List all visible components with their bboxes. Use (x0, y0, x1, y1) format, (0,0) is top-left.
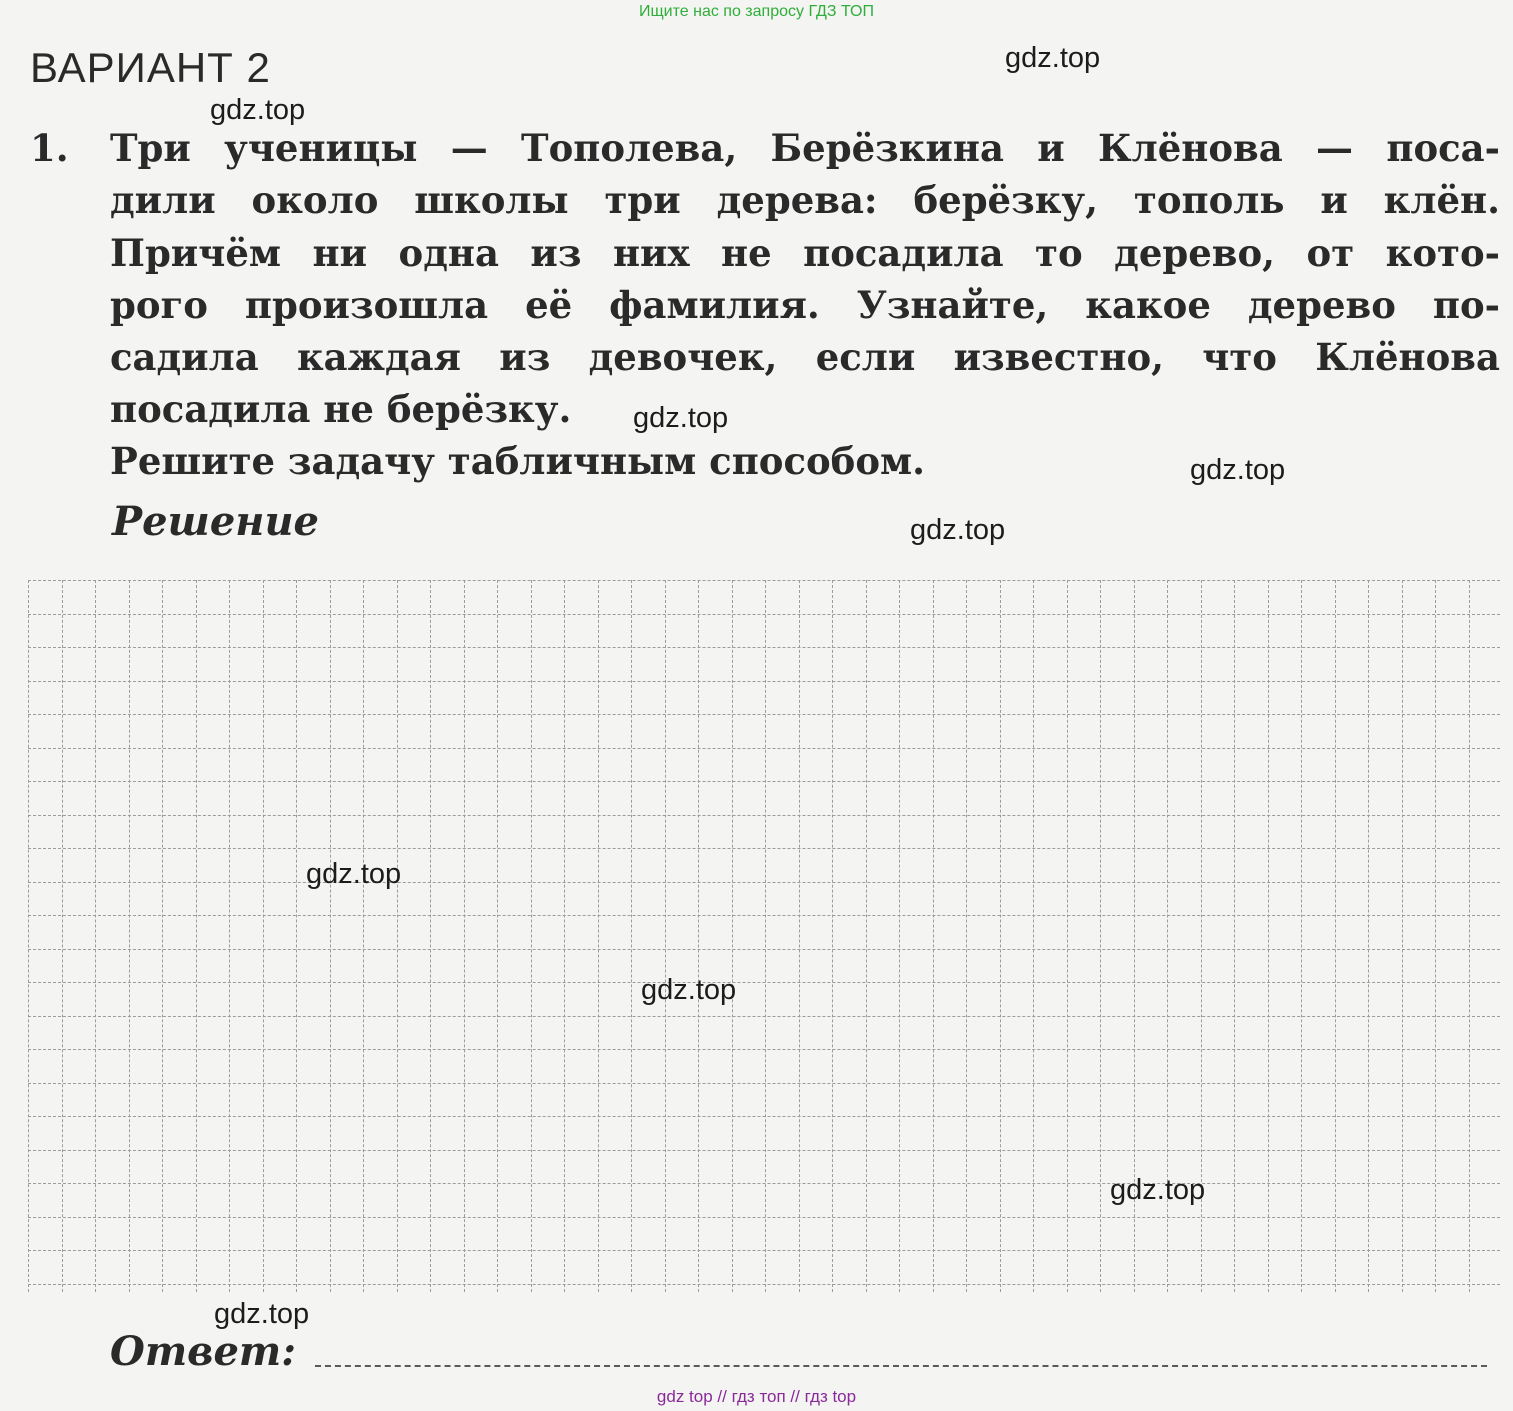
grid-line-vertical (263, 580, 264, 1292)
variant-title: ВАРИАНТ 2 (30, 44, 271, 91)
watermark: gdz.top (633, 402, 729, 434)
grid-line-horizontal (28, 1284, 1500, 1285)
grid-line-horizontal (28, 580, 1500, 581)
grid-line-horizontal (28, 647, 1500, 648)
grid-line-vertical (95, 580, 96, 1292)
grid-line-vertical (1234, 580, 1235, 1292)
grid-line-vertical (732, 580, 733, 1292)
grid-line-vertical (1402, 580, 1403, 1292)
solution-grid[interactable] (28, 580, 1500, 1292)
watermark: gdz.top (1190, 454, 1286, 486)
grid-line-horizontal (28, 1183, 1500, 1184)
watermark: gdz.top (306, 858, 402, 890)
watermark: gdz.top (1005, 42, 1101, 74)
watermark: gdz.top (641, 974, 737, 1006)
grid-line-horizontal (28, 714, 1500, 715)
grid-line-vertical (966, 580, 967, 1292)
grid-line-horizontal (28, 1083, 1500, 1084)
task-text-line: Причём ни одна из них не посадила то дерево, от кото- (110, 231, 1500, 275)
task-text-line: дили около школы три дерева: берёзку, тополь и клён. (110, 178, 1500, 222)
grid-line-vertical (765, 580, 766, 1292)
grid-line-horizontal (28, 681, 1500, 682)
grid-line-horizontal (28, 781, 1500, 782)
grid-line-horizontal (28, 1217, 1500, 1218)
task-text-line: рого произошла её фамилия. Узнайте, какое дерево по- (110, 283, 1500, 327)
grid-line-vertical (162, 580, 163, 1292)
grid-line-vertical (397, 580, 398, 1292)
grid-line-vertical (1268, 580, 1269, 1292)
grid-line-vertical (631, 580, 632, 1292)
grid-line-vertical (330, 580, 331, 1292)
grid-line-vertical (698, 580, 699, 1292)
grid-line-vertical (363, 580, 364, 1292)
grid-line-vertical (564, 580, 565, 1292)
grid-line-vertical (1335, 580, 1336, 1292)
grid-line-vertical (229, 580, 230, 1292)
task-instruction: Решите задачу табличным способом. (110, 439, 926, 483)
grid-line-vertical (430, 580, 431, 1292)
answer-label: Ответ: (110, 1328, 296, 1375)
grid-line-horizontal (28, 1116, 1500, 1117)
grid-line-horizontal (28, 1250, 1500, 1251)
top-banner: Ищите нас по запросу ГДЗ ТОП (639, 3, 874, 20)
bottom-banner: gdz top // гдз топ // гдз top (656, 1387, 857, 1406)
grid-line-horizontal (28, 1150, 1500, 1151)
grid-line-horizontal (28, 748, 1500, 749)
grid-line-horizontal (28, 1016, 1500, 1017)
grid-line-horizontal (28, 1049, 1500, 1050)
grid-line-horizontal (28, 848, 1500, 849)
grid-line-vertical (1067, 580, 1068, 1292)
watermark: gdz.top (210, 94, 306, 126)
grid-line-horizontal (28, 982, 1500, 983)
grid-line-vertical (531, 580, 532, 1292)
grid-line-vertical (1469, 580, 1470, 1292)
watermark: gdz.top (910, 514, 1006, 546)
grid-line-horizontal (28, 949, 1500, 950)
answer-line[interactable] (315, 1365, 1487, 1367)
grid-line-vertical (933, 580, 934, 1292)
grid-line-vertical (296, 580, 297, 1292)
task-text-line: садила каждая из девочек, если известно, что Клёнова (110, 335, 1500, 379)
grid-line-vertical (598, 580, 599, 1292)
solution-label: Решение (112, 498, 319, 545)
grid-line-vertical (497, 580, 498, 1292)
grid-line-vertical (196, 580, 197, 1292)
watermark: gdz.top (1110, 1174, 1206, 1206)
grid-line-vertical (1000, 580, 1001, 1292)
grid-line-horizontal (28, 882, 1500, 883)
grid-line-vertical (1368, 580, 1369, 1292)
grid-line-vertical (832, 580, 833, 1292)
grid-line-horizontal (28, 815, 1500, 816)
grid-line-vertical (799, 580, 800, 1292)
grid-line-vertical (899, 580, 900, 1292)
task-number: 1. (30, 126, 69, 170)
task-text-line: Три ученицы — Тополева, Берёзкина и Клёнова — поса- (110, 126, 1500, 170)
grid-line-vertical (28, 580, 29, 1292)
grid-line-vertical (464, 580, 465, 1292)
grid-line-vertical (1100, 580, 1101, 1292)
task-text-line: посадила не берёзку. (110, 387, 572, 431)
grid-line-vertical (129, 580, 130, 1292)
grid-line-vertical (1435, 580, 1436, 1292)
grid-line-vertical (62, 580, 63, 1292)
grid-line-vertical (866, 580, 867, 1292)
grid-line-horizontal (28, 915, 1500, 916)
grid-line-vertical (665, 580, 666, 1292)
watermark: gdz.top (214, 1298, 310, 1330)
grid-line-vertical (1033, 580, 1034, 1292)
grid-line-horizontal (28, 614, 1500, 615)
grid-line-vertical (1301, 580, 1302, 1292)
